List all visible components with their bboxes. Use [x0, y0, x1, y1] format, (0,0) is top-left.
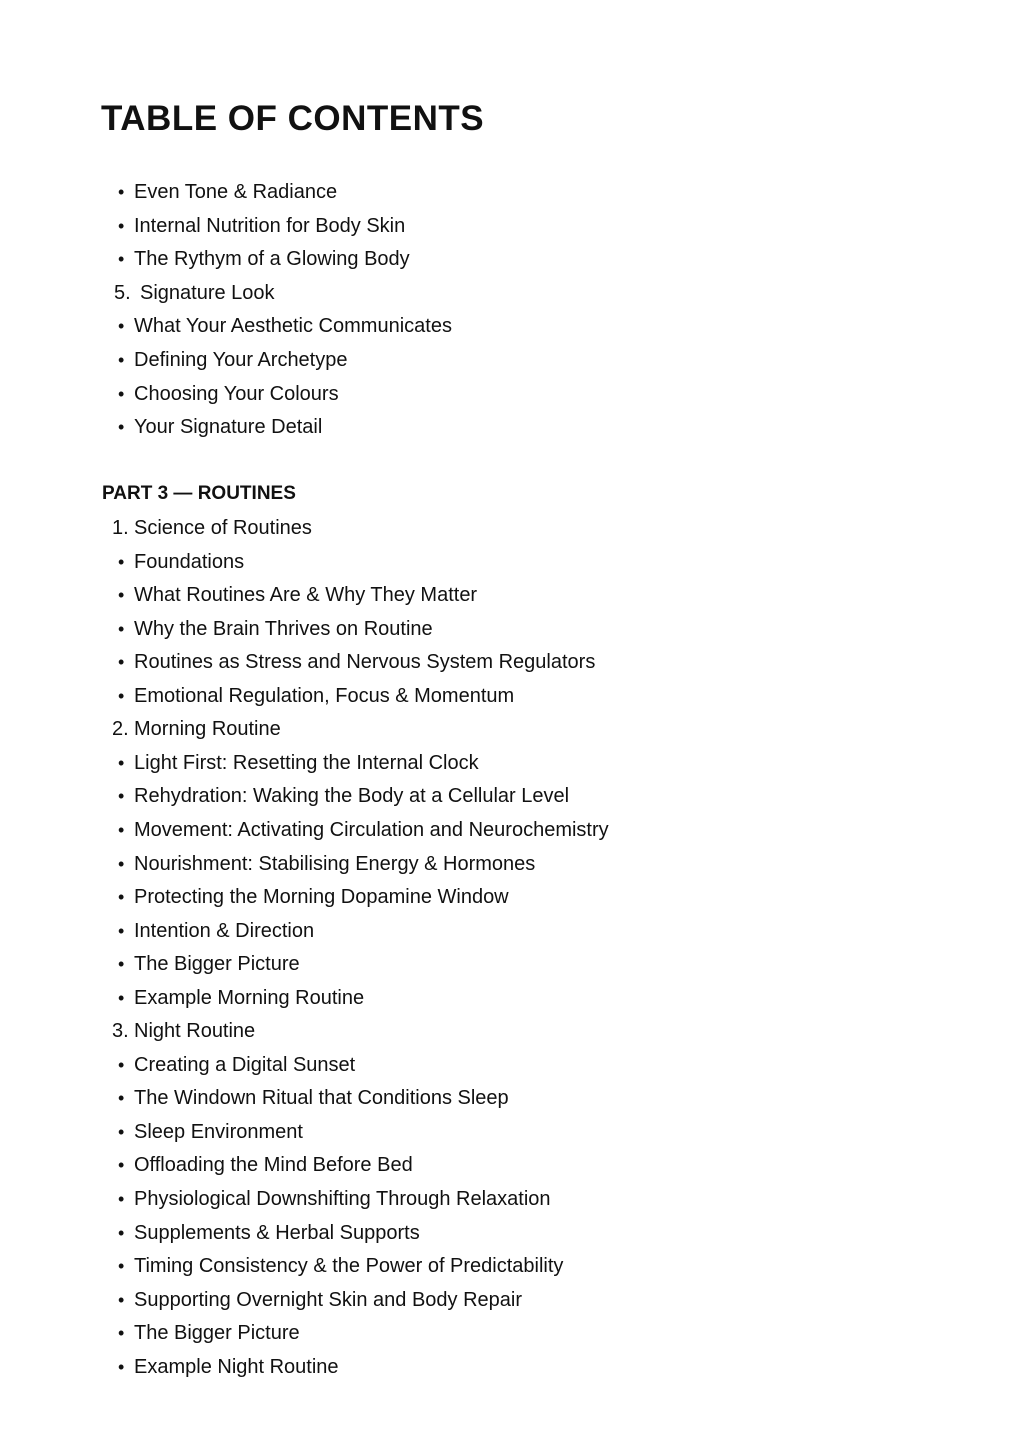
- toc-item-label: Physiological Downshifting Through Relaxation: [134, 1188, 551, 1210]
- bullet-marker: •: [118, 383, 125, 404]
- toc-item-label: Intention & Direction: [134, 919, 315, 942]
- section-number: 1.: [112, 517, 129, 539]
- toc-item-label: Internal Nutrition for Body Skin: [134, 214, 406, 237]
- toc-item-label: Offloading the Mind Before Bed: [134, 1154, 413, 1177]
- toc-item-label: The Windown Ritual that Conditions Sleep: [134, 1087, 509, 1110]
- bullet-marker: •: [118, 350, 125, 370]
- toc-item-label: Even Tone & Radiance: [134, 181, 338, 203]
- bullet-marker: •: [118, 1088, 125, 1109]
- section-number: 3.: [112, 1020, 129, 1043]
- page-title: TABLE OF CONTENTS: [101, 99, 485, 138]
- bullet-marker: •: [118, 920, 125, 941]
- toc-item-label: Foundations: [134, 550, 245, 573]
- toc-item-label: Routines as Stress and Nervous System Regulators: [134, 651, 596, 674]
- section-number: 2.: [112, 718, 129, 741]
- bullet-marker: •: [118, 752, 125, 773]
- toc-item-label: Your Signature Detail: [134, 416, 323, 439]
- bullet-marker: •: [118, 1189, 125, 1209]
- toc-item-label: Nourishment: Stabilising Energy & Hormones: [134, 852, 536, 875]
- toc-item-label: Example Night Routine: [134, 1355, 339, 1378]
- bullet-marker: •: [118, 1289, 125, 1310]
- bullet-marker: •: [118, 1256, 125, 1277]
- bullet-marker: •: [118, 786, 125, 807]
- bullet-marker: •: [118, 1222, 125, 1243]
- bullet-marker: •: [118, 954, 125, 975]
- bullet-marker: •: [118, 1356, 125, 1377]
- bullet-marker: •: [118, 652, 125, 673]
- bullet-marker: •: [118, 1054, 125, 1075]
- toc-item-label: What Your Aesthetic Communicates: [134, 315, 452, 338]
- toc-item-label: Science of Routines: [134, 517, 312, 539]
- bullet-marker: •: [118, 853, 125, 874]
- toc-item-label: Choosing Your Colours: [134, 382, 339, 405]
- toc-item-label: Timing Consistency & the Power of Predictability: [134, 1255, 564, 1278]
- bullet-marker: •: [118, 887, 125, 908]
- bullet-marker: •: [118, 182, 125, 202]
- bullet-marker: •: [118, 685, 125, 706]
- section-number: 5.: [114, 281, 131, 304]
- bullet-marker: •: [118, 316, 125, 337]
- bullet-marker: •: [118, 1121, 125, 1142]
- toc-item-label: Example Morning Routine: [134, 986, 365, 1009]
- bullet-marker: •: [118, 618, 125, 639]
- toc-item-label: Supplements & Herbal Supports: [134, 1221, 420, 1244]
- bullet-marker: •: [118, 551, 125, 572]
- bullet-marker: •: [118, 819, 125, 840]
- toc-item-label: The Rythym of a Glowing Body: [134, 248, 410, 271]
- toc-item-label: Why the Brain Thrives on Routine: [134, 617, 433, 640]
- toc-item-label: Signature Look: [140, 281, 275, 304]
- toc-item-label: Rehydration: Waking the Body at a Cellular Level: [134, 785, 570, 808]
- toc-item-label: Supporting Overnight Skin and Body Repair: [134, 1288, 523, 1311]
- toc-item-label: Creating a Digital Sunset: [134, 1053, 356, 1076]
- bullet-marker: •: [118, 585, 125, 606]
- bullet-marker: •: [118, 987, 125, 1008]
- bullet-marker: •: [118, 1155, 125, 1176]
- bullet-marker: •: [118, 1323, 125, 1344]
- bullet-marker: •: [118, 417, 125, 438]
- part-heading: PART 3 — ROUTINES: [102, 483, 296, 504]
- bullet-marker: •: [118, 215, 125, 236]
- toc-item-label: Protecting the Morning Dopamine Window: [134, 886, 509, 909]
- bullet-marker: •: [118, 249, 125, 270]
- toc-item-label: Night Routine: [134, 1020, 256, 1043]
- toc-item-label: Sleep Environment: [134, 1120, 303, 1143]
- toc-item-label: Emotional Regulation, Focus & Momentum: [134, 684, 515, 707]
- toc-item-label: Morning Routine: [134, 718, 281, 741]
- toc-item-label: Defining Your Archetype: [134, 349, 348, 371]
- toc-item-label: The Bigger Picture: [134, 953, 300, 976]
- toc-item-label: Light First: Resetting the Internal Clock: [134, 751, 479, 774]
- toc-item-label: Movement: Activating Circulation and Neurochemistry: [134, 818, 609, 841]
- toc-item-label: The Bigger Picture: [134, 1322, 300, 1345]
- toc-item-label: What Routines Are & Why They Matter: [134, 584, 478, 607]
